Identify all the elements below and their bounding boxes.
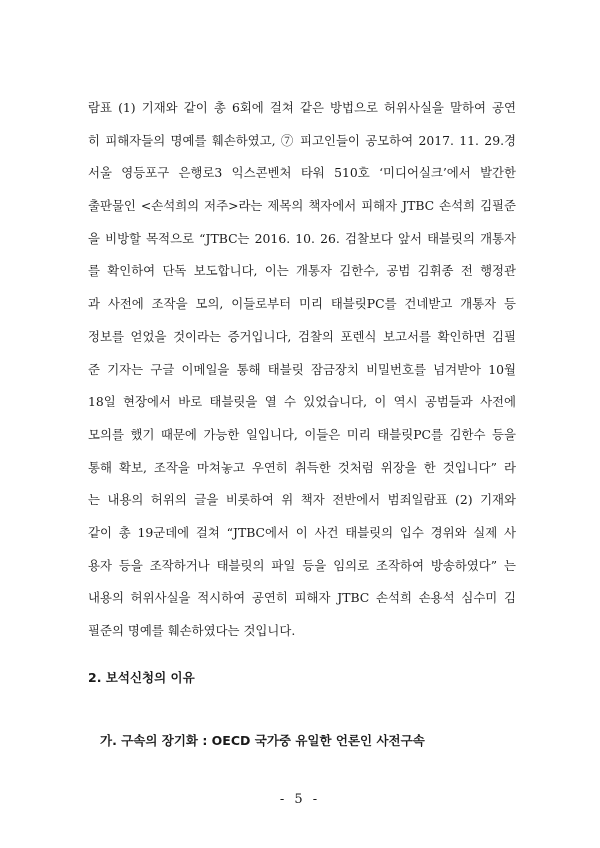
text-line: 을 비방할 목적으로 “JTBC는 2016. 10. 26. 검찰보다 앞서 태블릿의 개통자: [88, 230, 516, 246]
text-line: 준 기자는 구글 이메일을 통해 태블릿 잠금장치 비밀번호를 넘겨받아 10월: [88, 361, 516, 377]
text-line: 용자 등을 조작하거나 태블릿의 파일 등을 임의로 조작하여 방송하였다” 는: [88, 557, 516, 573]
text-line: 같이 총 19군데에 걸쳐 “JTBC에서 이 사건 태블릿의 입수 경위와 실제 사: [88, 524, 516, 540]
text-line: 출판물인 <손석희의 저주>라는 제목의 책자에서 피해자 JTBC 손석희 김필준: [88, 198, 516, 214]
body-paragraph: [88, 92, 516, 648]
text-line: 통해 확보, 조작을 마쳐놓고 우연히 취득한 것처럼 위장을 한 것입니다” 라: [88, 459, 516, 475]
text-line: 정보를 얻었을 것이라는 증거입니다, 검찰의 포렌식 보고서를 확인하면 김필: [88, 328, 516, 344]
text-line: 람표 (1) 기재와 같이 총 6회에 걸쳐 같은 방법으로 허위사실을 말하여 공연: [88, 100, 516, 115]
text-line: 는 내용의 허위의 글을 비롯하여 위 책자 전반에서 범죄일람표 (2) 기재와: [88, 492, 516, 508]
text-line: 18일 현장에서 바로 태블릿을 열 수 있었습니다, 이 역시 공범들과 사전에: [88, 394, 516, 410]
sub-heading: 가. 구속의 장기화 : OECD 국가중 유일한 언론인 사전구속: [100, 733, 425, 748]
text-line: 모의를 했기 때문에 가능한 일입니다, 이들은 미리 태블릿PC를 김한수 등을: [88, 426, 516, 442]
page-number: - 5 -: [279, 792, 321, 807]
text-line: 필준의 명예를 훼손하였다는 것입니다.: [88, 623, 296, 638]
section-heading: 2. 보석신청의 이유: [88, 670, 195, 685]
text-line: 내용의 허위사실을 적시하여 공연히 피해자 JTBC 손석희 손용석 심수미 김: [88, 590, 516, 606]
text-line: 서울 영등포구 은행로3 익스콘벤처 타워 510호 ‘미디어실크’에서 발간한: [88, 165, 516, 181]
text-line: 히 피해자들의 명예를 훼손하였고, ⑦ 피고인들이 공모하여 2017. 11. 29.경: [88, 132, 516, 148]
text-line: 과 사전에 조작을 모의, 이들로부터 미리 태블릿PC를 건네받고 개통자 등: [88, 296, 516, 312]
text-line: 를 확인하여 단독 보도합니다, 이는 개통자 김한수, 공범 김휘종 전 행정관: [88, 263, 516, 279]
